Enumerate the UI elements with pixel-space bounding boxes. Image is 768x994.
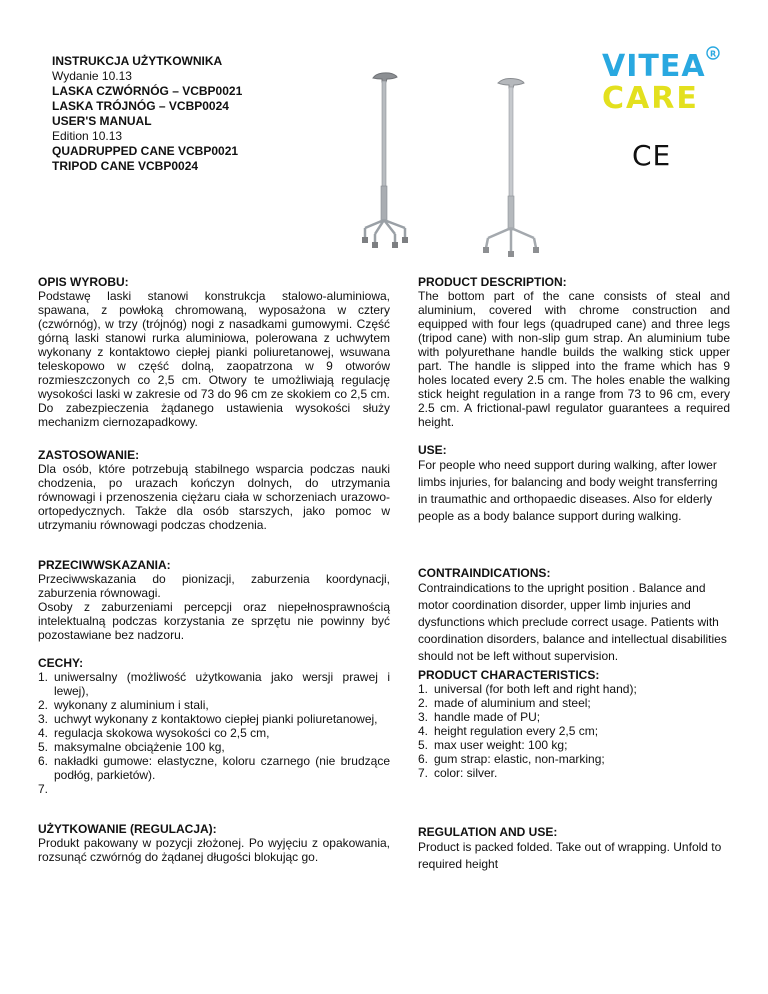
section-regulation-and-use xyxy=(418,825,730,873)
text-product-description: The bottom part of the cane consists of steal and aluminium, covered with chrome construction and equipped with four legs (quadruped cane) and three legs (tripod cane) with non-slip gum strap. An aluminium tube with polyurethane handle builds the walking stick upper part. The handle is slipped into the frame which has 9 holes located every 2.5 cm. The holes enable the walking stick height regulation in a range from 73 to 96 cm, every 2.5 cm. A frictional-pawl regulator guarantees a required height. xyxy=(418,289,730,429)
list-cechy xyxy=(38,670,390,796)
section-use xyxy=(418,443,730,525)
header-product-quad-en: QUADRUPPED CANE VCBP0021 xyxy=(52,144,239,158)
heading-uzytkowanie: UŻYTKOWANIE (REGULACJA): xyxy=(38,822,217,836)
logo-vitea-text: VITEA xyxy=(602,49,706,84)
header-edition-en: Edition 10.13 xyxy=(52,129,123,143)
quad-cane-image xyxy=(355,68,415,248)
ce-mark xyxy=(632,138,676,170)
list-item: 6. gum strap: elastic, non-marking; xyxy=(418,752,605,766)
list-item: 1. universal (for both left and right hand); xyxy=(418,682,637,696)
heading-zastosowanie: ZASTOSOWANIE: xyxy=(38,448,140,462)
text-use: For people who need support during walking, after lower limbs injuries, for balancing and body weight transferring in traumathic and orthopaedic diseases. Also for elderly people as a body balance support during walking. xyxy=(418,458,718,523)
header-product-tripod-en: TRIPOD CANE VCBP0024 xyxy=(52,159,199,173)
section-uzytkowanie xyxy=(38,822,390,864)
text-przeciwwskazania-2: Osoby z zaburzeniami percepcji oraz niepełnosprawnością intelektualną podczas korzystania ze sprzętu nie powinny być pozostawiane bez nadzoru. xyxy=(38,600,390,642)
heading-cechy: CECHY: xyxy=(38,656,84,670)
list-item: 4. height regulation every 2,5 cm; xyxy=(418,724,599,738)
document-header xyxy=(52,54,242,174)
list-item: 2. made of aluminium and steel; xyxy=(418,696,591,710)
section-product-description xyxy=(418,275,730,429)
vitea-care-logo xyxy=(600,44,722,116)
text-zastosowanie: Dla osób, które potrzebują stabilnego wsparcia podczas nauki chodzenia, po urazach kończyn dolnych, do utrzymania równowagi i przenoszenia ciężaru ciała w schorzeniach urazowo-ortopedycznych. Także dla osób starszych, jako pomoc w utrzymaniu równowagi podczas chodzenia. xyxy=(38,462,390,532)
section-product-characteristics xyxy=(418,668,730,780)
list-item: 7. color: silver. xyxy=(418,766,498,780)
list-item: 1. uniwersalny (możliwość użytkowania jako wersji prawej i lewej), xyxy=(38,670,390,698)
list-item: 5. max user weight: 100 kg; xyxy=(418,738,568,752)
list-item: 7. xyxy=(38,782,49,796)
list-item: 4. regulacja skokowa wysokości co 2,5 cm, xyxy=(38,726,270,740)
list-item: 5. maksymalne obciążenie 100 kg, xyxy=(38,740,225,754)
text-opis-wyrobu: Podstawę laski stanowi konstrukcja stalowo-aluminiowa, spawana, z powłoką chromowaną, wyposażona w cztery (czwórnóg), w trzy (trójnóg) nogi z nasadkami gumowymi. Część górną laski stanowi rurka aluminiowa, polerowana z uchwytem wykonany z kontaktowo ciepłej pianki poliuretanowej, wsuwana teleskopowo w część dolną, zaopatrzona w 9 otworów rozmieszczonych co 2,5 cm. Otwory te umożliwiają regulację wysokości laski w zakresie od 73 do 96 cm ze skokiem co 2,5 cm. Do zabezpieczenia żądanego ustawienia wysokości służy mechanizm ciernozapadkowy. xyxy=(38,289,390,429)
text-przeciwwskazania-1: Przeciwwskazania do pionizacji, zaburzenia koordynacji, zaburzenia równowagi. xyxy=(38,572,390,600)
section-cechy xyxy=(38,656,390,796)
header-edition-pl: Wydanie 10.13 xyxy=(52,69,132,83)
section-opis xyxy=(38,275,390,429)
text-uzytkowanie: Produkt pakowany w pozycji złożonej. Po wyjęciu z opakowania, rozsunąć czwórnóg do żądanej długości blokując go. xyxy=(38,836,390,864)
section-contraindications xyxy=(418,566,730,665)
heading-przeciwwskazania: PRZECIWWSKAZANIA: xyxy=(38,558,171,572)
text-contraindications: Contraindications to the upright position . Balance and motor coordination disorder, upper limb injuries and dysfunctions which preclude correct usage. Patients with coordination disorders, balance and intellectual disabilities should not be left without supervision. xyxy=(418,581,727,663)
section-przeciwwskazania xyxy=(38,558,390,642)
header-product-quad-pl: LASKA CZWÓRNÓG – VCBP0021 xyxy=(52,84,243,98)
logo-care-text: CARE xyxy=(602,81,699,116)
list-item: 6. nakładki gumowe: elastyczne, koloru czarnego (nie brudzące podłóg, parkietów). xyxy=(38,754,390,782)
header-title-en: USER'S MANUAL xyxy=(52,114,152,128)
header-title-pl: INSTRUKCJA UŻYTKOWNIKA xyxy=(52,54,223,68)
heading-opis-wyrobu: OPIS WYROBU: xyxy=(38,275,129,289)
header-product-tripod-pl: LASKA TRÓJNÓG – VCBP0024 xyxy=(52,99,229,113)
list-product-characteristics xyxy=(418,682,730,780)
heading-regulation-and-use: REGULATION AND USE: xyxy=(418,825,558,839)
ce-mark-text: CE xyxy=(632,139,672,170)
tripod-cane-image xyxy=(478,74,544,258)
list-item: 3. uchwyt wykonany z kontaktowo ciepłej pianki poliuretanowej, xyxy=(38,712,378,726)
list-item: 3. handle made of PU; xyxy=(418,710,541,724)
heading-use: USE: xyxy=(418,443,447,457)
registered-mark: R xyxy=(710,49,717,59)
heading-product-description: PRODUCT DESCRIPTION: xyxy=(418,275,567,289)
text-regulation-and-use: Product is packed folded. Take out of wrapping. Unfold to required height xyxy=(418,840,722,871)
heading-product-characteristics: PRODUCT CHARACTERISTICS: xyxy=(418,668,600,682)
section-zastosowanie xyxy=(38,448,390,532)
list-item: 2. wykonany z aluminium i stali, xyxy=(38,698,209,712)
heading-contraindications: CONTRAINDICATIONS: xyxy=(418,566,551,580)
